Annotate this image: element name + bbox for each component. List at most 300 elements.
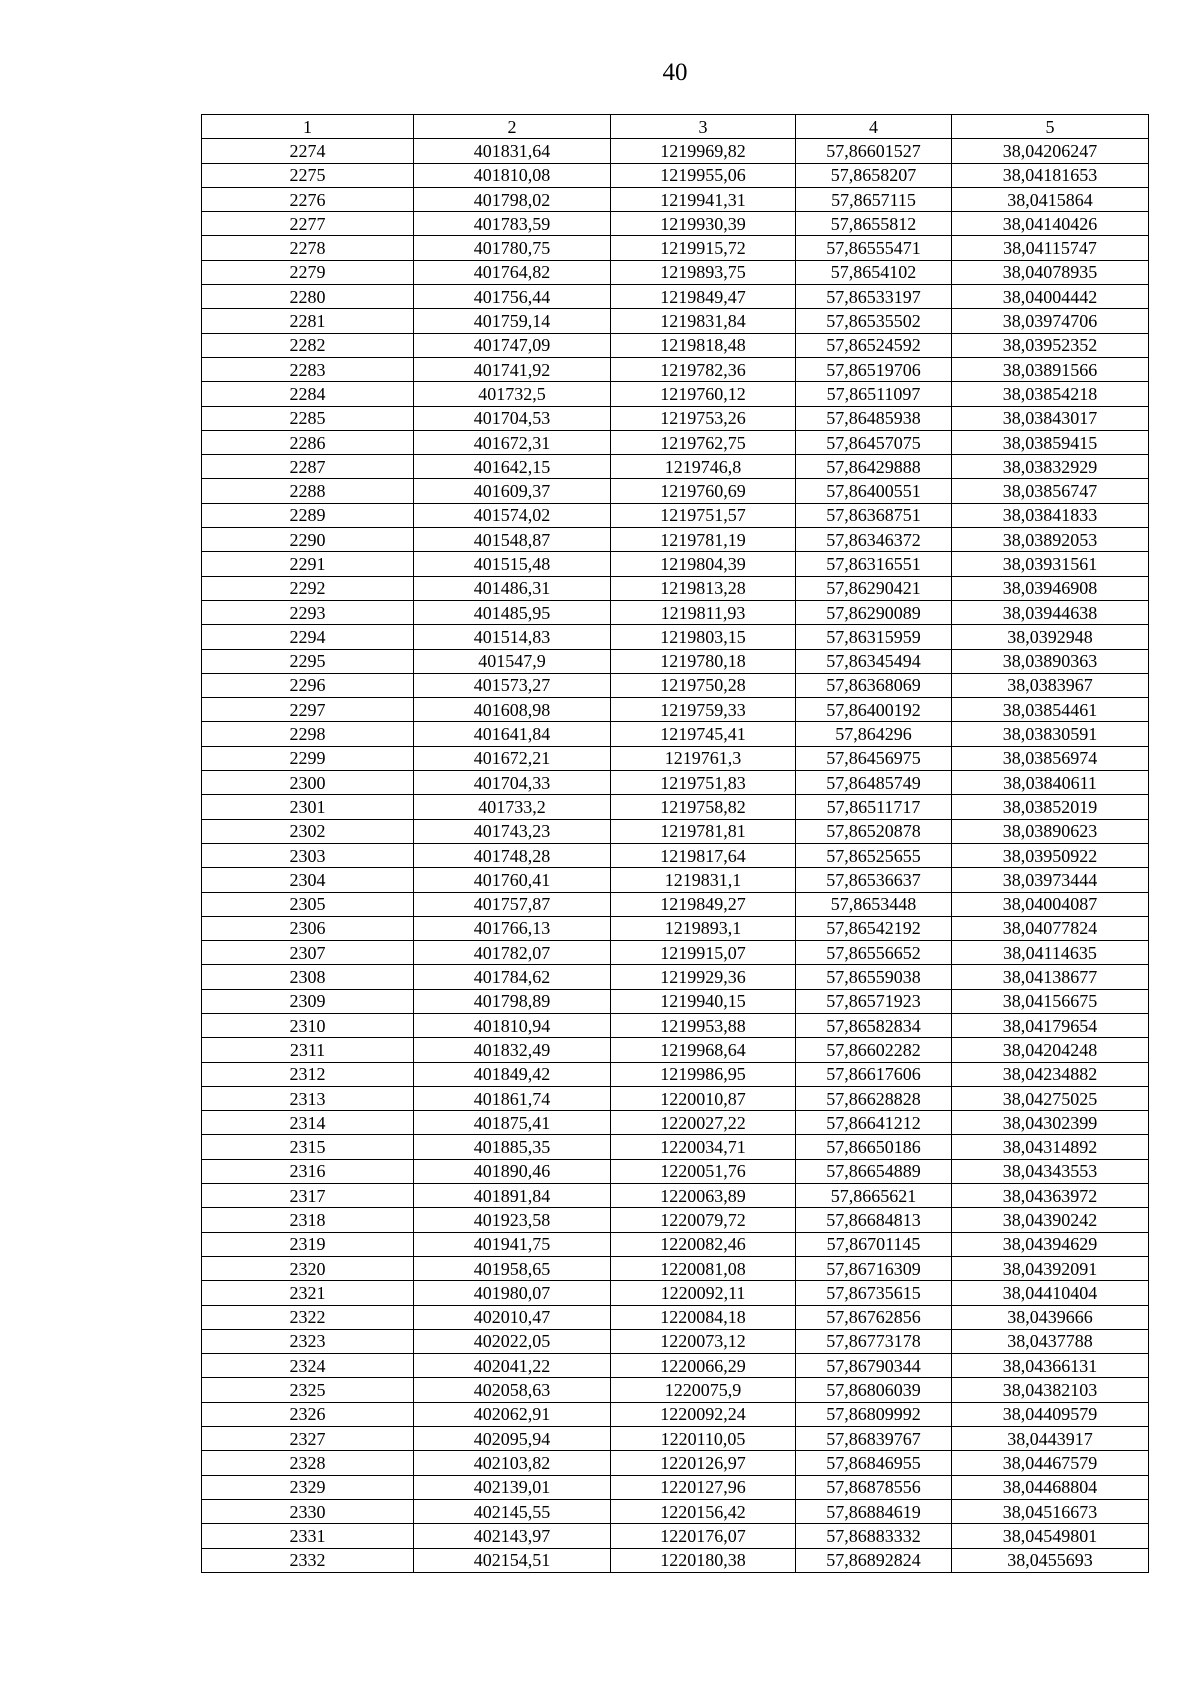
table-cell-col-1: 2317: [202, 1184, 414, 1208]
table-row: [202, 600, 1149, 624]
table-row: [202, 139, 1149, 163]
table-row: [202, 1232, 1149, 1256]
table-cell-col-2: 401486,31: [414, 576, 611, 600]
table-row: [202, 649, 1149, 673]
table-cell-col-2: 401849,42: [414, 1062, 611, 1086]
table-cell-col-3: 1219750,28: [611, 673, 796, 697]
table-cell-col-2: 401784,62: [414, 965, 611, 989]
table-row: [202, 1281, 1149, 1305]
table-cell-col-3: 1219953,88: [611, 1013, 796, 1037]
table-row: [202, 1062, 1149, 1086]
table-cell-col-1: 2282: [202, 333, 414, 357]
table-cell-col-1: 2278: [202, 236, 414, 260]
table-cell-col-1: 2319: [202, 1232, 414, 1256]
table-cell-col-3: 1219751,57: [611, 503, 796, 527]
table-cell-col-5: 38,03859415: [952, 430, 1149, 454]
table-row: [202, 1305, 1149, 1329]
table-cell-col-3: 1219817,64: [611, 843, 796, 867]
table-cell-col-5: 38,04468804: [952, 1475, 1149, 1499]
table-cell-col-5: 38,03856974: [952, 746, 1149, 770]
table-cell-col-4: 57,86520878: [796, 819, 952, 843]
table-cell-col-4: 57,86559038: [796, 965, 952, 989]
table-cell-col-1: 2285: [202, 406, 414, 430]
table-row: [202, 1475, 1149, 1499]
table-cell-col-1: 2307: [202, 941, 414, 965]
table-cell-col-3: 1220079,72: [611, 1208, 796, 1232]
table-cell-col-5: 38,0455693: [952, 1548, 1149, 1572]
table-cell-col-3: 1220034,71: [611, 1135, 796, 1159]
table-row: [202, 1111, 1149, 1135]
table-cell-col-2: 401732,5: [414, 382, 611, 406]
table-cell-col-1: 2315: [202, 1135, 414, 1159]
table-row: [202, 333, 1149, 357]
table-cell-col-1: 2331: [202, 1524, 414, 1548]
table-cell-col-5: 38,0439666: [952, 1305, 1149, 1329]
table-cell-col-5: 38,0437788: [952, 1329, 1149, 1353]
table-cell-col-3: 1220127,96: [611, 1475, 796, 1499]
table-cell-col-2: 401941,75: [414, 1232, 611, 1256]
table-cell-col-3: 1219968,64: [611, 1038, 796, 1062]
table-cell-col-1: 2274: [202, 139, 414, 163]
table-cell-col-5: 38,0415864: [952, 187, 1149, 211]
table-cell-col-3: 1219831,84: [611, 309, 796, 333]
table-cell-col-4: 57,86536637: [796, 868, 952, 892]
table-cell-col-3: 1219915,72: [611, 236, 796, 260]
table-row: [202, 1184, 1149, 1208]
table-row: [202, 212, 1149, 236]
table-cell-col-5: 38,04179654: [952, 1013, 1149, 1037]
table-cell-col-4: 57,86346372: [796, 528, 952, 552]
table-cell-col-4: 57,86617606: [796, 1062, 952, 1086]
coordinates-table: [201, 114, 1149, 1573]
table-cell-col-2: 402041,22: [414, 1354, 611, 1378]
table-row: [202, 1159, 1149, 1183]
table-cell-col-3: 1219760,69: [611, 479, 796, 503]
table-row: [202, 455, 1149, 479]
table-cell-col-3: 1219929,36: [611, 965, 796, 989]
table-cell-col-5: 38,04114635: [952, 941, 1149, 965]
table-cell-col-2: 401885,35: [414, 1135, 611, 1159]
table-cell-col-4: 57,86641212: [796, 1111, 952, 1135]
table-cell-col-4: 57,86878556: [796, 1475, 952, 1499]
table-cell-col-1: 2284: [202, 382, 414, 406]
table-cell-col-4: 57,86429888: [796, 455, 952, 479]
table-cell-col-2: 401756,44: [414, 285, 611, 309]
table-cell-col-4: 57,86400551: [796, 479, 952, 503]
table-row: [202, 1135, 1149, 1159]
table-cell-col-3: 1219781,81: [611, 819, 796, 843]
table-cell-col-3: 1219849,27: [611, 892, 796, 916]
table-cell-col-4: 57,86316551: [796, 552, 952, 576]
table-cell-col-2: 401733,2: [414, 795, 611, 819]
table-row: [202, 892, 1149, 916]
table-cell-col-4: 57,86883332: [796, 1524, 952, 1548]
table-row: [202, 528, 1149, 552]
table-cell-col-2: 401810,08: [414, 163, 611, 187]
table-cell-col-5: 38,0392948: [952, 625, 1149, 649]
table-cell-col-2: 401891,84: [414, 1184, 611, 1208]
table-cell-col-2: 401958,65: [414, 1256, 611, 1280]
table-cell-col-4: 57,86892824: [796, 1548, 952, 1572]
table-cell-col-2: 401748,28: [414, 843, 611, 867]
table-cell-col-3: 1220110,05: [611, 1427, 796, 1451]
table-cell-col-3: 1219762,75: [611, 430, 796, 454]
table-cell-col-5: 38,03840611: [952, 771, 1149, 795]
table-cell-col-3: 1219955,06: [611, 163, 796, 187]
table-cell-col-2: 402095,94: [414, 1427, 611, 1451]
table-cell-col-1: 2301: [202, 795, 414, 819]
table-cell-col-5: 38,03854218: [952, 382, 1149, 406]
table-row: [202, 771, 1149, 795]
table-cell-col-1: 2327: [202, 1427, 414, 1451]
table-cell-col-1: 2276: [202, 187, 414, 211]
table-cell-col-2: 401485,95: [414, 600, 611, 624]
table-cell-col-1: 2277: [202, 212, 414, 236]
table-cell-col-5: 38,04004087: [952, 892, 1149, 916]
table-cell-col-1: 2324: [202, 1354, 414, 1378]
table-cell-col-1: 2296: [202, 673, 414, 697]
table-row: [202, 1524, 1149, 1548]
table-cell-col-2: 401741,92: [414, 357, 611, 381]
table-cell-col-4: 57,86846955: [796, 1451, 952, 1475]
table-cell-col-5: 38,04140426: [952, 212, 1149, 236]
table-cell-col-1: 2300: [202, 771, 414, 795]
table-cell-col-2: 401642,15: [414, 455, 611, 479]
table-cell-col-1: 2288: [202, 479, 414, 503]
table-cell-col-2: 401747,09: [414, 333, 611, 357]
table-cell-col-5: 38,03892053: [952, 528, 1149, 552]
table-cell-col-1: 2329: [202, 1475, 414, 1499]
table-cell-col-3: 1220092,11: [611, 1281, 796, 1305]
table-cell-col-3: 1219818,48: [611, 333, 796, 357]
table-cell-col-3: 1219782,36: [611, 357, 796, 381]
table-cell-col-1: 2311: [202, 1038, 414, 1062]
table-cell-col-4: 57,86601527: [796, 139, 952, 163]
table-cell-col-3: 1219781,19: [611, 528, 796, 552]
table-cell-col-3: 1220051,76: [611, 1159, 796, 1183]
table-cell-col-5: 38,0443917: [952, 1427, 1149, 1451]
table-cell-col-5: 38,03854461: [952, 698, 1149, 722]
table-cell-col-5: 38,04234882: [952, 1062, 1149, 1086]
table-cell-col-2: 401515,48: [414, 552, 611, 576]
table-cell-col-2: 402145,55: [414, 1499, 611, 1523]
table-cell-col-4: 57,86368751: [796, 503, 952, 527]
table-cell-col-3: 1219761,3: [611, 746, 796, 770]
table-cell-col-3: 1219753,26: [611, 406, 796, 430]
table-cell-col-3: 1220082,46: [611, 1232, 796, 1256]
table-cell-col-4: 57,86571923: [796, 989, 952, 1013]
table-cell-col-3: 1219804,39: [611, 552, 796, 576]
table-cell-col-1: 2305: [202, 892, 414, 916]
table-row: [202, 382, 1149, 406]
table-cell-col-2: 401641,84: [414, 722, 611, 746]
table-cell-col-4: 57,86290421: [796, 576, 952, 600]
table-cell-col-1: 2330: [202, 1499, 414, 1523]
table-cell-col-2: 402154,51: [414, 1548, 611, 1572]
table-cell-col-2: 401574,02: [414, 503, 611, 527]
table-cell-col-4: 57,86628828: [796, 1086, 952, 1110]
table-cell-col-2: 401890,46: [414, 1159, 611, 1183]
table-cell-col-4: 57,86485938: [796, 406, 952, 430]
table-cell-col-5: 38,04275025: [952, 1086, 1149, 1110]
table-cell-col-4: 57,86773178: [796, 1329, 952, 1353]
table-cell-col-5: 38,04115747: [952, 236, 1149, 260]
table-cell-col-4: 57,86542192: [796, 916, 952, 940]
header-cell-col-1: 1: [202, 115, 414, 139]
table-cell-col-2: 401783,59: [414, 212, 611, 236]
table-cell-col-1: 2310: [202, 1013, 414, 1037]
table-cell-col-1: 2321: [202, 1281, 414, 1305]
table-cell-col-1: 2322: [202, 1305, 414, 1329]
table-cell-col-1: 2304: [202, 868, 414, 892]
table-cell-col-2: 401672,31: [414, 430, 611, 454]
table-cell-col-2: 401798,02: [414, 187, 611, 211]
table-cell-col-1: 2289: [202, 503, 414, 527]
table-cell-col-5: 38,03856747: [952, 479, 1149, 503]
table-cell-col-1: 2320: [202, 1256, 414, 1280]
table-row: [202, 479, 1149, 503]
table-cell-col-5: 38,04410404: [952, 1281, 1149, 1305]
table-row: [202, 1499, 1149, 1523]
table-cell-col-2: 401980,07: [414, 1281, 611, 1305]
table-cell-col-1: 2325: [202, 1378, 414, 1402]
table-cell-col-3: 1219940,15: [611, 989, 796, 1013]
table-cell-col-2: 401831,64: [414, 139, 611, 163]
table-cell-col-1: 2302: [202, 819, 414, 843]
table-cell-col-3: 1220075,9: [611, 1378, 796, 1402]
table-cell-col-1: 2280: [202, 285, 414, 309]
table-cell-col-1: 2297: [202, 698, 414, 722]
table-row: [202, 722, 1149, 746]
table-cell-col-2: 401608,98: [414, 698, 611, 722]
table-row: [202, 1038, 1149, 1062]
table-cell-col-5: 38,03946908: [952, 576, 1149, 600]
table-cell-col-5: 38,04382103: [952, 1378, 1149, 1402]
table-cell-col-4: 57,86519706: [796, 357, 952, 381]
table-cell-col-3: 1219831,1: [611, 868, 796, 892]
table-cell-col-4: 57,86368069: [796, 673, 952, 697]
table-cell-col-5: 38,04204248: [952, 1038, 1149, 1062]
table-cell-col-3: 1219758,82: [611, 795, 796, 819]
table-cell-col-5: 38,04467579: [952, 1451, 1149, 1475]
table-row: [202, 430, 1149, 454]
table-cell-col-2: 401782,07: [414, 941, 611, 965]
table-cell-col-4: 57,86790344: [796, 1354, 952, 1378]
table-row: [202, 1451, 1149, 1475]
table-cell-col-5: 38,04392091: [952, 1256, 1149, 1280]
table-cell-col-1: 2299: [202, 746, 414, 770]
table-cell-col-5: 38,04302399: [952, 1111, 1149, 1135]
table-cell-col-1: 2281: [202, 309, 414, 333]
table-cell-col-5: 38,03944638: [952, 600, 1149, 624]
table-row: [202, 819, 1149, 843]
table-row: [202, 1354, 1149, 1378]
table-cell-col-5: 38,04078935: [952, 260, 1149, 284]
table-cell-col-5: 38,04366131: [952, 1354, 1149, 1378]
table-row: [202, 673, 1149, 697]
table-cell-col-2: 401780,75: [414, 236, 611, 260]
table-cell-col-3: 1220180,38: [611, 1548, 796, 1572]
table-cell-col-2: 402103,82: [414, 1451, 611, 1475]
table-cell-col-1: 2283: [202, 357, 414, 381]
table-row: [202, 309, 1149, 333]
table-row: [202, 1548, 1149, 1572]
table-cell-col-3: 1219759,33: [611, 698, 796, 722]
table-cell-col-5: 38,04156675: [952, 989, 1149, 1013]
table-row: [202, 260, 1149, 284]
table-body: [202, 139, 1149, 1573]
table-cell-col-4: 57,8657115: [796, 187, 952, 211]
table-cell-col-5: 38,03852019: [952, 795, 1149, 819]
table-cell-col-5: 38,04409579: [952, 1402, 1149, 1426]
table-cell-col-1: 2293: [202, 600, 414, 624]
table-cell-col-2: 401861,74: [414, 1086, 611, 1110]
table-cell-col-5: 38,04516673: [952, 1499, 1149, 1523]
table-cell-col-1: 2290: [202, 528, 414, 552]
table-cell-col-5: 38,04206247: [952, 139, 1149, 163]
table-cell-col-2: 401548,87: [414, 528, 611, 552]
table-cell-col-3: 1219813,28: [611, 576, 796, 600]
table-cell-col-3: 1219941,31: [611, 187, 796, 211]
table-row: [202, 916, 1149, 940]
page-number: 40: [662, 59, 688, 86]
table-cell-col-4: 57,86535502: [796, 309, 952, 333]
table-cell-col-5: 38,03841833: [952, 503, 1149, 527]
table-cell-col-2: 402062,91: [414, 1402, 611, 1426]
table-cell-col-1: 2294: [202, 625, 414, 649]
table-cell-col-3: 1219986,95: [611, 1062, 796, 1086]
table-cell-col-1: 2314: [202, 1111, 414, 1135]
table-cell-col-3: 1219969,82: [611, 139, 796, 163]
table-cell-col-3: 1219893,1: [611, 916, 796, 940]
table-cell-col-5: 38,0383967: [952, 673, 1149, 697]
table-cell-col-5: 38,03952352: [952, 333, 1149, 357]
table-cell-col-4: 57,864296: [796, 722, 952, 746]
table-row: [202, 236, 1149, 260]
table-cell-col-5: 38,03974706: [952, 309, 1149, 333]
table-cell-col-2: 401704,53: [414, 406, 611, 430]
table-cell-col-1: 2287: [202, 455, 414, 479]
table-row: [202, 1378, 1149, 1402]
table-cell-col-2: 401514,83: [414, 625, 611, 649]
table-cell-col-1: 2326: [202, 1402, 414, 1426]
table-row: [202, 625, 1149, 649]
table-cell-col-4: 57,86511097: [796, 382, 952, 406]
table-cell-col-4: 57,86525655: [796, 843, 952, 867]
table-row: [202, 1402, 1149, 1426]
table-cell-col-1: 2286: [202, 430, 414, 454]
table-cell-col-1: 2308: [202, 965, 414, 989]
table-cell-col-2: 401757,87: [414, 892, 611, 916]
table-cell-col-4: 57,8658207: [796, 163, 952, 187]
table-cell-col-2: 401609,37: [414, 479, 611, 503]
table-cell-col-2: 401923,58: [414, 1208, 611, 1232]
table-cell-col-2: 401832,49: [414, 1038, 611, 1062]
table-cell-col-4: 57,86524592: [796, 333, 952, 357]
table-cell-col-4: 57,86582834: [796, 1013, 952, 1037]
table-cell-col-1: 2328: [202, 1451, 414, 1475]
table-cell-col-5: 38,03890623: [952, 819, 1149, 843]
table-cell-col-4: 57,8654102: [796, 260, 952, 284]
table-row: [202, 576, 1149, 600]
table-cell-col-3: 1220084,18: [611, 1305, 796, 1329]
table-cell-col-1: 2303: [202, 843, 414, 867]
table-cell-col-1: 2275: [202, 163, 414, 187]
table-cell-col-4: 57,86806039: [796, 1378, 952, 1402]
table-cell-col-4: 57,86602282: [796, 1038, 952, 1062]
table-row: [202, 1256, 1149, 1280]
table-cell-col-2: 401875,41: [414, 1111, 611, 1135]
table-cell-col-4: 57,86456975: [796, 746, 952, 770]
table-cell-col-2: 402058,63: [414, 1378, 611, 1402]
table-cell-col-4: 57,86556652: [796, 941, 952, 965]
table-row: [202, 843, 1149, 867]
table-cell-col-4: 57,86839767: [796, 1427, 952, 1451]
table-cell-col-3: 1219849,47: [611, 285, 796, 309]
table-cell-col-4: 57,86290089: [796, 600, 952, 624]
table-row: [202, 868, 1149, 892]
table-row: [202, 357, 1149, 381]
table-cell-col-3: 1220092,24: [611, 1402, 796, 1426]
table-cell-col-3: 1219915,07: [611, 941, 796, 965]
table-cell-col-4: 57,86884619: [796, 1499, 952, 1523]
table-cell-col-3: 1219746,8: [611, 455, 796, 479]
table-cell-col-5: 38,04004442: [952, 285, 1149, 309]
table-cell-col-4: 57,86533197: [796, 285, 952, 309]
table-cell-col-3: 1219811,93: [611, 600, 796, 624]
table-cell-col-1: 2332: [202, 1548, 414, 1572]
table-row: [202, 965, 1149, 989]
table-row: [202, 1208, 1149, 1232]
table-cell-col-5: 38,04390242: [952, 1208, 1149, 1232]
table-cell-col-4: 57,86345494: [796, 649, 952, 673]
table-header: [202, 115, 1149, 139]
table-cell-col-2: 401704,33: [414, 771, 611, 795]
table-cell-col-5: 38,04363972: [952, 1184, 1149, 1208]
table-cell-col-1: 2313: [202, 1086, 414, 1110]
table-cell-col-4: 57,86511717: [796, 795, 952, 819]
table-row: [202, 698, 1149, 722]
table-cell-col-5: 38,03830591: [952, 722, 1149, 746]
table-cell-col-1: 2292: [202, 576, 414, 600]
table-cell-col-5: 38,04343553: [952, 1159, 1149, 1183]
table-cell-col-5: 38,03950922: [952, 843, 1149, 867]
table-cell-col-2: 402022,05: [414, 1329, 611, 1353]
table-cell-col-2: 401547,9: [414, 649, 611, 673]
table-cell-col-5: 38,04394629: [952, 1232, 1149, 1256]
table-cell-col-4: 57,86315959: [796, 625, 952, 649]
table-row: [202, 285, 1149, 309]
table-cell-col-1: 2312: [202, 1062, 414, 1086]
header-cell-col-5: 5: [952, 115, 1149, 139]
table-cell-col-1: 2309: [202, 989, 414, 1013]
table-cell-col-4: 57,86400192: [796, 698, 952, 722]
table-cell-col-3: 1220010,87: [611, 1086, 796, 1110]
table-cell-col-3: 1220066,29: [611, 1354, 796, 1378]
table-cell-col-2: 401573,27: [414, 673, 611, 697]
table-cell-col-4: 57,86684813: [796, 1208, 952, 1232]
table-cell-col-4: 57,8665621: [796, 1184, 952, 1208]
table-cell-col-2: 401743,23: [414, 819, 611, 843]
table-cell-col-1: 2279: [202, 260, 414, 284]
table-cell-col-2: 402143,97: [414, 1524, 611, 1548]
table-row: [202, 406, 1149, 430]
table-cell-col-1: 2291: [202, 552, 414, 576]
table-cell-col-2: 401764,82: [414, 260, 611, 284]
table-cell-col-1: 2323: [202, 1329, 414, 1353]
table-cell-col-2: 401760,41: [414, 868, 611, 892]
table-cell-col-5: 38,04077824: [952, 916, 1149, 940]
